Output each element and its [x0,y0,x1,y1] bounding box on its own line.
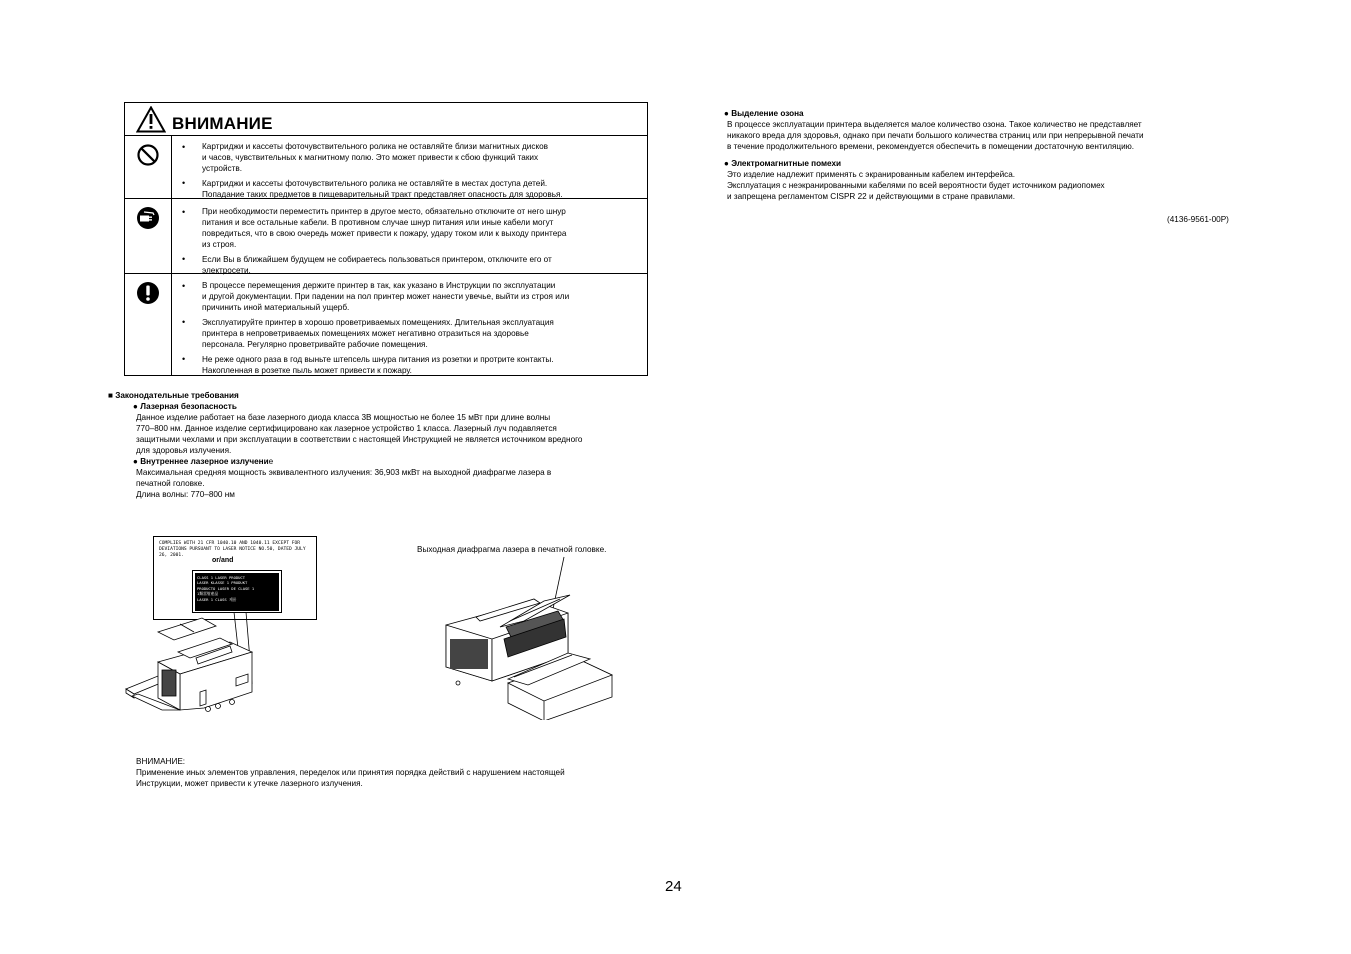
warning-item: Эксплуатируйте принтер в хорошо проветриваемых помещениях. Длительная эксплуатация принтера в непроветриваемых помещениях может негативно отразиться на здоровье персонала. Регулярно проветривайте рабочие помещения. [202,318,554,349]
emi-heading: ● Электромагнитные помехи [724,159,842,168]
ozone-text: В процессе эксплуатации принтера выделяется малое количество озона. Такое количество не представляет никакого вреда для здоровья, однако при печати большого количества страниц или при непрерывной печати в течение продолжительного времени, рекомендуется обеспечить в помещении достаточную вентиляцию. [727,120,1144,151]
warning-row-magnetic: • Картриджи и кассеты фоточувствительного ролика не оставляйте близи магнитных дисков и часов, чувствительных к магнитному полю. Это может привести к сбою функций таких устройств. • Картриджи и кассеты фоточувствительного ролика не оставляйте в местах доступа детей. Попадание таких предметов в пищеварительный тракт представляет опасность для здоровья. [125,136,647,199]
ozone-heading: ● Выделение озона [724,109,804,118]
class1-laser-label: CLASS 1 LASER PRODUCT LASER KLASSE 1 PRODUKT PRODUCTO LASER DE CLASE 1 1類雷射產品 LASER 1 CLASS 제품 [195,573,279,611]
warning-item: В процессе перемещения держите принтер в так, как указано в Инструкции по эксплуатации и другой документации. При падении на пол принтер может нанести увечье, выйти из строя или причинить иной материальный ущерб. [202,281,570,312]
document-code: (4136-9561-00P) [1167,215,1229,224]
warning-row-handling: • В процессе перемещения держите принтер в так, как указано в Инструкции по эксплуатации и другой документации. При падении на пол принтер может нанести увечье, выйти из строя или причинить иной материальный ущерб. • Эксплуатируйте принтер в хорошо проветриваемых помещениях. Длительная эксплуатация принтера в непроветриваемых помещениях может негативно отразиться на здоровье персонала. Регулярно проветривайте рабочие помещения. • Не реже одного раза в год выньте штепсель шнура питания из розетки и протрите контакты. Накопленная в розетке пыль может привести к пожару. [125,274,647,375]
prohibited-icon [136,143,160,167]
warning-box [124,102,648,376]
aperture-caption: Выходная диафрагма лазера в печатной головке. [417,545,607,554]
warning-triangle-icon [136,106,166,133]
warning-row-power: • При необходимости переместить принтер в другое место, обязательно отключите от него шнур питания и все остальные кабели. В противном случае шнур питания или иные кабели могут повредиться, что в свою очередь может привести к пожару, удару током или к выходу принтера из строя. • Если Вы в ближайшем будущем не собираетесь пользоваться принтером, отключите его от электросети. [125,199,647,274]
page-number: 24 [665,878,682,895]
legal-heading: ■ Законодательные требования [108,391,239,400]
caution-text: Применение иных элементов управления, переделок или принятия порядка действий с нарушением настоящей Инструкции, может привести к утечке лазерного излучения. [136,768,565,788]
compliance-label: COMPLIES WITH 21 CFR 1040.10 AND 1040.11 EXCEPT FOR DEVIATIONS PURSUANT TO LASER NOTICE NO.50, DATED JULY 26, 2001. or/and CLASS 1 LASER PRODUCT LASER KLASSE 1 PRODUKT PRODUCTO LASER DE CLASE 1 1類雷射產品 LASER 1 CLASS 제품 [153,536,317,620]
warning-item: Если Вы в ближайшем будущем не собираетесь пользоваться принтером, отключите его от электросети. [202,255,552,275]
laser-safety-heading: ● Лазерная безопасность [133,402,237,411]
warning-item: Не реже одного раза в год выньте штепсель шнура питания из розетки и протрите контакты. Накопленная в розетке пыль может привести к пожару. [202,355,554,375]
laser-safety-text: Данное изделие работает на базе лазерного диода класса 3B мощностью не более 15 мВт при длине волны 770–800 нм. Данное изделие сертифицировано как лазерное устройство 1 класса. Лазерный луч подавляется защитными чехлами и при эксплуатации в соответствии с настоящей Инструкцией не является источником вредного для здоровья излучения. [136,413,583,455]
caution-title: ВНИМАНИЕ: [136,757,186,766]
emi-text: Это изделие надлежит применять с экранированным кабелем интерфейса. Эксплуатация с неэкранированными кабелями по всей вероятности будет источником радиопомех и запрещена регламентом CISPR 22 и действующими в стране правилами. [727,170,1105,201]
printer-front-illustration [440,555,615,720]
printer-back-illustration [120,612,280,724]
warning-item: При необходимости переместить принтер в другое место, обязательно отключите от него шнур питания и все остальные кабели. В противном случае шнур питания или иные кабели могут повредиться, что в свою очередь может привести к пожару, удару током или к выходу принтера из строя. [202,207,567,249]
internal-laser-text: Максимальная средняя мощность эквивалентного излучения: 36,903 мкВт на выходной диафрагме лазера в печатной головке. Длина волны: 770–800 нм [136,468,552,499]
internal-laser-heading: ● Внутреннее лазерное излучение [133,457,274,466]
warning-item: Картриджи и кассеты фоточувствительного ролика не оставляйте в местах доступа детей. Попадание таких предметов в пищеварительный тракт представляет опасность для здоровья. [202,179,563,199]
unplug-icon [136,206,160,230]
warning-item: Картриджи и кассеты фоточувствительного ролика не оставляйте близи магнитных дисков и часов, чувствительных к магнитному полю. Это может привести к сбою функций таких устройств. [202,142,549,173]
warning-header [125,103,647,136]
warning-title: ВНИМАНИЕ [172,114,273,133]
exclamation-icon [136,281,160,305]
